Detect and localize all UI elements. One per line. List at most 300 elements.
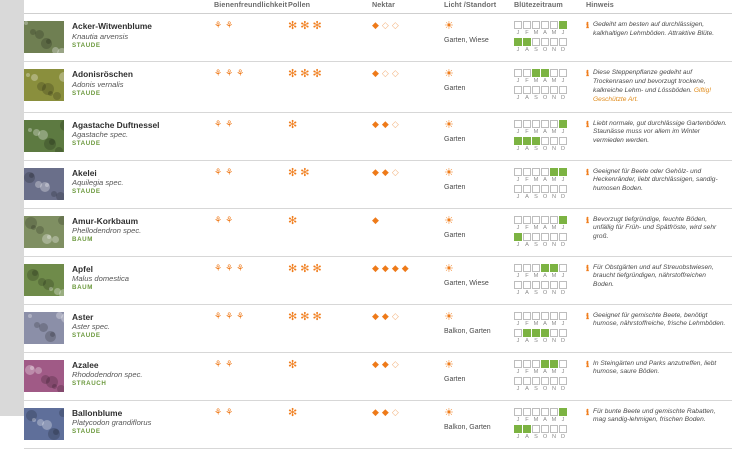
- bloom-calendar: [514, 264, 582, 297]
- bee-icon: [214, 312, 284, 321]
- bloom-calendar: [514, 69, 582, 102]
- month-label: D: [560, 433, 566, 440]
- bloom-month-cell: [523, 168, 531, 176]
- col-header-name: [24, 0, 214, 14]
- flower-icon: [288, 168, 368, 179]
- month-label: A: [525, 193, 529, 200]
- month-label: J: [516, 385, 520, 392]
- licht-standort-cell: [444, 62, 514, 113]
- bloom-month-cell: [514, 185, 522, 193]
- info-icon: ℹ: [586, 263, 590, 273]
- month-label: S: [534, 47, 538, 53]
- table-row[interactable]: [24, 304, 732, 352]
- bienenfreundlichkeit-cell: [214, 14, 288, 62]
- month-label: O: [542, 337, 548, 344]
- flower-icon: [288, 216, 368, 227]
- month-label: J: [516, 128, 520, 135]
- page-left-margin: [0, 0, 24, 416]
- standort-label: Garten: [444, 375, 466, 383]
- standort-label: Garten: [444, 135, 466, 143]
- hinweis-text: Geeignet für Beete oder Gehölz- und Heckenränder, liebt durchlässigen, sandig-humosen Boden.: [593, 167, 718, 193]
- info-icon: ℹ: [586, 21, 590, 30]
- month-label: M: [551, 176, 557, 183]
- bloom-month-cell: [559, 329, 567, 337]
- plant-type-badge: BAUM: [72, 236, 93, 244]
- standort-label: Garten, Wiese: [444, 279, 489, 287]
- month-label: S: [534, 145, 538, 152]
- table-row[interactable]: [24, 62, 732, 113]
- table-row[interactable]: [24, 256, 732, 304]
- month-label: M: [533, 368, 539, 375]
- month-label: S: [534, 433, 538, 440]
- month-label: M: [533, 416, 539, 423]
- bloom-month-cell: [514, 86, 522, 94]
- bee-icon: [214, 360, 284, 369]
- standort-label: Garten: [444, 183, 466, 191]
- plant-name-cell: [24, 304, 214, 352]
- sun-icon: ☀: [444, 406, 454, 419]
- month-label: J: [561, 368, 565, 375]
- month-label: D: [560, 337, 566, 344]
- col-header-bluetezeitraum: Blütezeitraum: [514, 0, 563, 9]
- month-label: A: [525, 433, 529, 440]
- bloom-month-cell: [523, 38, 531, 46]
- bee-icon: [214, 120, 284, 129]
- flower-icon-glyph: ✻: [312, 310, 322, 323]
- bloom-month-cell: [550, 377, 558, 385]
- bloom-month-cell: [532, 21, 540, 29]
- info-icon: ℹ: [586, 119, 590, 129]
- bloom-month-cell: [532, 264, 540, 272]
- month-label: D: [560, 193, 566, 200]
- bloom-month-cell: [514, 168, 522, 176]
- plant-name-cell: [24, 208, 214, 256]
- pollen-cell: [288, 256, 372, 304]
- drop-icon-empty: ◇: [391, 166, 399, 177]
- month-label: N: [551, 95, 557, 101]
- flower-icon-glyph: ✻: [312, 68, 322, 80]
- nektar-cell: [372, 112, 444, 160]
- drop-icon: ◆: [391, 262, 399, 273]
- bloom-month-cell: [550, 69, 558, 77]
- pollen-cell: [288, 14, 372, 62]
- month-label: A: [543, 128, 547, 135]
- standort-label: Garten: [444, 85, 466, 92]
- month-label: J: [561, 128, 565, 135]
- bloom-calendar: [514, 408, 582, 441]
- bloom-month-cell: [532, 168, 540, 176]
- bloom-month-cell: [514, 312, 522, 320]
- bloom-month-cell: [550, 233, 558, 241]
- hinweis-text: Bevorzugt tiefgründige, feuchte Böden, unfällig für Früh- und Spätfröste, wird sehr groß.: [593, 215, 717, 241]
- bloom-month-cell: [550, 264, 558, 272]
- bee-icon-glyph: ⚘: [225, 406, 234, 417]
- drop-icon: ◆: [372, 406, 379, 417]
- month-label: D: [560, 95, 566, 101]
- pollen-cell: [288, 160, 372, 208]
- bloom-month-cell: [541, 425, 549, 433]
- month-label: N: [551, 289, 557, 296]
- bloom-month-cell: [541, 185, 549, 193]
- bloom-month-cell: [523, 233, 531, 241]
- month-label: M: [551, 128, 557, 135]
- table-row[interactable]: [24, 14, 732, 62]
- flower-icon-glyph: ✻: [300, 262, 310, 275]
- bloom-month-cell: [532, 281, 540, 289]
- bloom-month-cell: [559, 185, 567, 193]
- hinweis-cell: [586, 112, 732, 160]
- plant-type-badge: STAUDE: [72, 332, 101, 340]
- bee-icon-glyph: ⚘: [225, 214, 234, 225]
- hinweis-text: Geeignet für gemischte Beete, benötigt humose, nährstoffreiche, frische Lehmböden.: [593, 311, 726, 328]
- bluetezeitraum-cell: [514, 304, 586, 352]
- bloom-month-cell: [541, 312, 549, 320]
- hinweis-text: Für bunte Beete und gemischte Rabatten, mag sandig-lehmigen, frischen Boden.: [593, 407, 716, 424]
- bee-icon-glyph: ⚘: [214, 214, 223, 225]
- bloom-month-cell: [541, 69, 549, 77]
- hinweis-cell: [586, 304, 732, 352]
- bloom-month-cell: [532, 86, 540, 94]
- bluetezeitraum-cell: [514, 256, 586, 304]
- plant-name-de: Ballonblume: [72, 407, 123, 418]
- month-label: F: [525, 176, 529, 183]
- drop-icon: ◆: [372, 214, 379, 225]
- month-label: D: [560, 385, 566, 392]
- bienenfreundlichkeit-cell: [214, 256, 288, 304]
- table-row[interactable]: [24, 208, 732, 256]
- table-row[interactable]: [24, 352, 732, 400]
- plant-name-cell: [24, 112, 214, 160]
- flower-icon: [288, 408, 368, 419]
- sun-icon: ☀: [444, 358, 454, 371]
- month-label: J: [561, 78, 565, 84]
- bloom-calendar: [514, 360, 582, 393]
- bloom-month-cell: [523, 312, 531, 320]
- flower-icon-glyph: ✻: [300, 166, 310, 179]
- bluetezeitraum-cell: [514, 352, 586, 400]
- month-label: J: [516, 241, 520, 248]
- month-label: M: [533, 78, 539, 84]
- standort-label: Balkon, Garten: [444, 423, 491, 431]
- drop-icon-empty: ◇: [381, 68, 389, 78]
- bloom-month-cell: [541, 86, 549, 94]
- hinweis-cell: [586, 352, 732, 400]
- licht-standort-cell: [444, 304, 514, 352]
- bloom-month-cell: [523, 264, 531, 272]
- month-label: A: [525, 47, 529, 53]
- plant-name-de: Acker-Witwenblume: [72, 21, 152, 31]
- bloom-month-cell: [559, 264, 567, 272]
- month-label: M: [533, 224, 539, 231]
- bloom-month-cell: [559, 377, 567, 385]
- month-label: J: [561, 272, 565, 279]
- bienenfreundlichkeit-cell: [214, 62, 288, 113]
- month-label: A: [525, 385, 529, 392]
- month-label: A: [525, 289, 529, 296]
- month-label: J: [516, 337, 520, 344]
- nektar-cell: [372, 14, 444, 62]
- month-label: D: [560, 241, 566, 248]
- month-label: F: [525, 224, 529, 231]
- bloom-month-cell: [541, 137, 549, 145]
- plant-name-latin: Malus domestica: [72, 274, 129, 284]
- info-icon: ℹ: [586, 69, 590, 78]
- month-label: A: [543, 224, 547, 231]
- bloom-month-cell: [550, 86, 558, 94]
- licht-standort-cell: [444, 112, 514, 160]
- hinweis-cell: [586, 62, 732, 113]
- plant-name-de: Aster: [72, 311, 94, 322]
- hinweis-text: In Steingärten und Parks anzutreffen, liebt humose, saure Böden.: [593, 359, 717, 376]
- bee-icon-glyph: ⚘: [236, 68, 245, 78]
- bee-icon-glyph: ⚘: [214, 118, 223, 129]
- bloom-month-cell: [541, 281, 549, 289]
- month-label: F: [525, 30, 529, 36]
- pollen-cell: [288, 304, 372, 352]
- bloom-month-cell: [541, 408, 549, 416]
- bloom-month-cell: [532, 408, 540, 416]
- bienenfreundlichkeit-cell: [214, 400, 288, 448]
- month-label: N: [551, 47, 557, 53]
- hinweis-text: Liebt normale, gut durchlässige Gartenböden. Staunässe muss vor allem im Winter vermieden werden.: [593, 119, 727, 145]
- bienenfreundlichkeit-cell: [214, 352, 288, 400]
- month-label: A: [525, 95, 529, 101]
- licht-standort-cell: [444, 14, 514, 62]
- bloom-month-cell: [514, 233, 522, 241]
- bee-icon-glyph: ⚘: [214, 68, 223, 78]
- bloom-month-cell: [550, 38, 558, 46]
- bee-icon-glyph: ⚘: [225, 310, 234, 321]
- flower-icon: [288, 312, 368, 323]
- plant-thumbnail: [24, 21, 64, 53]
- plant-name-latin: Agastache spec.: [72, 130, 129, 140]
- plant-name-de: Apfel: [72, 263, 93, 274]
- drop-icon: ◆: [381, 358, 389, 369]
- month-label: A: [543, 272, 547, 279]
- flower-icon-glyph: ✻: [288, 406, 298, 419]
- bloom-month-cell: [550, 408, 558, 416]
- plant-name-de: Amur-Korkbaum: [72, 215, 139, 226]
- plant-name-cell: [24, 256, 214, 304]
- month-label: J: [516, 368, 520, 375]
- flower-icon-glyph: ✻: [300, 310, 310, 323]
- bloom-month-cell: [532, 216, 540, 224]
- nektar-cell: [372, 208, 444, 256]
- flower-icon-glyph: ✻: [312, 20, 322, 32]
- bloom-month-cell: [532, 38, 540, 46]
- bloom-month-cell: [550, 216, 558, 224]
- hinweis-text: Für Obstgärten und auf Streuobstwiesen, braucht tiefgründigen, nährstoffreichen Boden.: [593, 263, 714, 289]
- col-header-nektar: Nektar: [372, 0, 395, 9]
- hinweis-cell: [586, 256, 732, 304]
- table-body: [24, 14, 732, 449]
- plant-type-badge: STAUDE: [72, 41, 101, 49]
- month-label: J: [516, 95, 520, 101]
- month-label: J: [561, 224, 565, 231]
- plant-thumbnail: [24, 69, 64, 101]
- bloom-month-cell: [559, 425, 567, 433]
- drop-icon-empty: ◇: [391, 358, 399, 369]
- month-label: M: [551, 368, 557, 375]
- drop-icon: ◆: [372, 358, 379, 369]
- bloom-month-cell: [541, 264, 549, 272]
- month-label: O: [542, 289, 548, 296]
- drop-icon: ◆: [381, 310, 389, 321]
- flower-icon: [288, 120, 368, 131]
- month-label: J: [516, 416, 520, 423]
- drop-icon-empty: ◇: [391, 118, 399, 129]
- flower-icon: [288, 264, 368, 275]
- drop-icon-empty: ◇: [381, 20, 389, 30]
- plant-name-cell: [24, 352, 214, 400]
- bee-icon-glyph: ⚘: [225, 20, 234, 30]
- sun-icon: ☀: [444, 310, 454, 323]
- plant-name-de: Akelei: [72, 167, 97, 178]
- month-label: J: [516, 433, 520, 440]
- bloom-month-cell: [559, 120, 567, 128]
- month-label: D: [560, 145, 566, 152]
- bloom-month-cell: [550, 137, 558, 145]
- bee-icon-glyph: ⚘: [214, 358, 223, 369]
- bloom-month-cell: [514, 69, 522, 77]
- month-label: M: [551, 224, 557, 231]
- month-label: A: [525, 145, 529, 152]
- drop-icon: ◆: [372, 118, 379, 129]
- month-label: S: [534, 193, 538, 200]
- month-label: J: [561, 176, 565, 183]
- month-label: N: [551, 337, 557, 344]
- bloom-month-cell: [514, 377, 522, 385]
- bloom-month-cell: [514, 264, 522, 272]
- bloom-month-cell: [532, 69, 540, 77]
- bloom-month-cell: [523, 185, 531, 193]
- month-label: M: [551, 416, 557, 423]
- flower-icon: [288, 69, 368, 80]
- bluetezeitraum-cell: [514, 400, 586, 448]
- bluetezeitraum-cell: [514, 112, 586, 160]
- plant-type-badge: STAUDE: [72, 428, 101, 436]
- drop-icon: ◆: [372, 310, 379, 321]
- month-label: J: [561, 416, 565, 423]
- info-icon: ℹ: [586, 359, 590, 369]
- sun-icon: ☀: [444, 262, 454, 275]
- month-label: N: [551, 241, 557, 248]
- plant-name-latin: Aster spec.: [72, 322, 110, 332]
- month-label: O: [542, 433, 548, 440]
- pollen-cell: [288, 400, 372, 448]
- bee-icon-glyph: ⚘: [214, 406, 223, 417]
- bloom-month-cell: [523, 216, 531, 224]
- month-label: J: [516, 47, 520, 53]
- plant-name-latin: Aquilegia spec.: [72, 178, 124, 188]
- plant-type-badge: STRAUCH: [72, 380, 107, 388]
- hinweis-cell: [586, 208, 732, 256]
- month-label: M: [533, 176, 539, 183]
- col-header-licht: Licht /Standort: [444, 0, 497, 9]
- bloom-month-cell: [559, 216, 567, 224]
- month-label: N: [551, 433, 557, 440]
- bloom-month-cell: [541, 377, 549, 385]
- bloom-month-cell: [514, 120, 522, 128]
- pollen-cell: [288, 208, 372, 256]
- bloom-month-cell: [559, 360, 567, 368]
- bloom-month-cell: [559, 312, 567, 320]
- licht-standort-cell: [444, 160, 514, 208]
- bloom-month-cell: [550, 168, 558, 176]
- bloom-calendar: [514, 168, 582, 201]
- bloom-month-cell: [532, 329, 540, 337]
- licht-standort-cell: [444, 256, 514, 304]
- bloom-month-cell: [541, 168, 549, 176]
- bee-icon-glyph: ⚘: [236, 310, 245, 321]
- bloom-month-cell: [541, 21, 549, 29]
- plant-name-cell: [24, 62, 214, 113]
- nektar-cell: [372, 304, 444, 352]
- month-label: F: [525, 368, 529, 375]
- hinweis-cell: [586, 400, 732, 448]
- month-label: N: [551, 193, 557, 200]
- sun-icon: ☀: [444, 20, 454, 32]
- table-row[interactable]: [24, 112, 732, 160]
- month-label: M: [533, 30, 539, 36]
- plant-thumbnail: [24, 360, 64, 392]
- info-icon: ℹ: [586, 215, 590, 225]
- table-header: [24, 0, 732, 14]
- pollen-cell: [288, 62, 372, 113]
- month-label: J: [516, 176, 520, 183]
- bloom-month-cell: [550, 185, 558, 193]
- hinweis-text: Diese Steppenpflanze gedeiht auf Trockenrasen und bevorzugt trockene, kalkreiche Lehm- und Lössböden. Giftig! Geschützte Art.: [593, 69, 712, 103]
- month-label: N: [551, 385, 557, 392]
- month-label: M: [551, 272, 557, 279]
- drop-icon: ◆: [381, 262, 389, 273]
- month-label: D: [560, 289, 566, 296]
- drop-icon-empty: ◇: [391, 310, 399, 321]
- month-label: J: [516, 30, 520, 36]
- bloom-month-cell: [550, 425, 558, 433]
- hinweis-cell: [586, 160, 732, 208]
- bee-icon-glyph: ⚘: [214, 20, 223, 30]
- bloom-month-cell: [550, 21, 558, 29]
- month-label: F: [525, 272, 529, 279]
- bloom-month-cell: [559, 21, 567, 29]
- flower-icon-glyph: ✻: [300, 68, 310, 80]
- table-row[interactable]: [24, 160, 732, 208]
- bloom-month-cell: [550, 329, 558, 337]
- bloom-month-cell: [532, 185, 540, 193]
- bee-icon: [214, 408, 284, 417]
- bloom-month-cell: [523, 137, 531, 145]
- licht-standort-cell: [444, 208, 514, 256]
- bloom-calendar: [514, 216, 582, 249]
- standort-label: Garten: [444, 231, 466, 239]
- col-header-pollen: Pollen: [288, 0, 311, 9]
- month-label: O: [542, 385, 548, 392]
- bloom-month-cell: [541, 329, 549, 337]
- bluetezeitraum-cell: [514, 14, 586, 62]
- table-header-row: [24, 0, 732, 14]
- bloom-month-cell: [523, 425, 531, 433]
- bee-icon-glyph: ⚘: [214, 166, 223, 177]
- plant-type-badge: STAUDE: [72, 140, 101, 148]
- bloom-month-cell: [550, 120, 558, 128]
- month-label: S: [534, 337, 538, 344]
- month-label: M: [551, 78, 557, 84]
- bloom-month-cell: [532, 360, 540, 368]
- nektar-cell: [372, 160, 444, 208]
- table-row[interactable]: [24, 400, 732, 448]
- month-label: O: [542, 47, 548, 53]
